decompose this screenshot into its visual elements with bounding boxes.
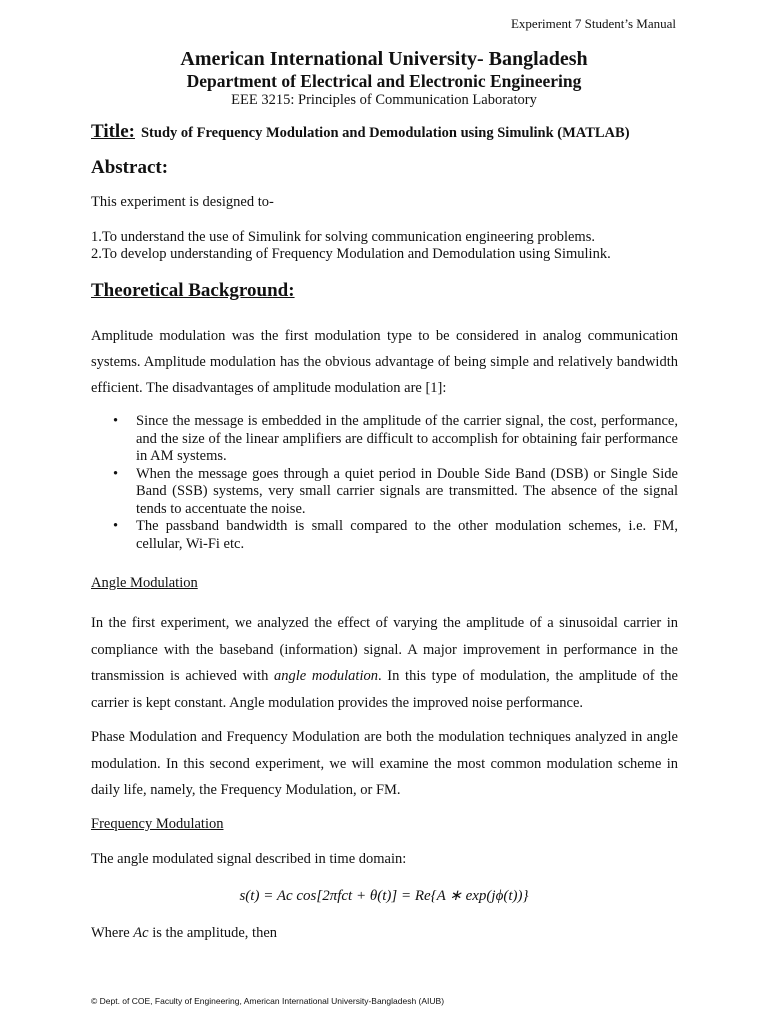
header-note: Experiment 7 Student’s Manual — [510, 16, 676, 31]
where-line — [91, 925, 678, 942]
abstract-intro: This experiment is designed to- — [91, 194, 274, 210]
list-item-text: Since the message is embedded in the amplitude of the carrier signal, the cost, performance, and the size of the linear amplifiers are difficult to accomplish for obtaining fair performance in AM systems. — [136, 413, 678, 464]
angle-modulation-paragraph-1 — [91, 610, 678, 716]
list-item-text: The passband bandwidth is small compared to the other modulation schemes, i.e. FM, cellular, Wi-Fi etc. — [136, 518, 678, 552]
angle-modulation-heading: Angle Modulation — [91, 575, 198, 591]
background-heading: Theoretical Background: — [91, 280, 295, 301]
bullet-icon: • — [113, 518, 119, 534]
fm-equation — [0, 886, 768, 905]
list-item-text: When the message goes through a quiet period in Double Side Band (DSB) or Single Side Band (SSB) systems, very small carrier signals are transmitted. The absence of the signal tends to accentuate the noise. — [136, 465, 678, 517]
objective-1: 1.To understand the use of Simulink for solving communication engineering problems. — [91, 229, 595, 245]
list-item — [91, 413, 678, 466]
amplitude-variable: Ac — [133, 925, 149, 941]
bullet-icon: • — [113, 413, 119, 429]
frequency-modulation-paragraph: The angle modulated signal described in time domain: — [91, 851, 407, 867]
angle-modulation-emphasis: angle modulation — [274, 668, 378, 684]
list-item — [91, 518, 678, 553]
abstract-heading: Abstract: — [91, 157, 169, 178]
department-name: Department of Electrical and Electronic Engineering — [186, 71, 582, 91]
list-item — [91, 466, 678, 519]
where-text-b: is the amplitude, then — [148, 925, 278, 941]
background-paragraph: Amplitude modulation was the first modulation type to be considered in analog communication systems. Amplitude modulation has the obvious advantage of being simple and relatively bandwidth efficient. The disadvantages of amplitude modulation are [1]: — [91, 328, 678, 396]
title-text: Study of Frequency Modulation and Demodulation using Simulink (MATLAB) — [140, 125, 630, 141]
frequency-modulation-heading: Frequency Modulation — [91, 816, 224, 832]
bullet-icon: • — [113, 465, 119, 482]
objective-2: 2.To develop understanding of Frequency Modulation and Demodulation using Simulink. — [91, 246, 611, 262]
angle-paragraph-text-b: . In this type of modulation, the amplitude of the carrier is kept constant. Angle modulation provides the improved noise performance. — [91, 668, 678, 711]
course-name: EEE 3215: Principles of Communication Laboratory — [231, 92, 537, 108]
where-text-a: Where — [91, 925, 134, 941]
university-name: American International University- Bangladesh — [180, 48, 588, 70]
title-label: Title: — [91, 121, 135, 142]
disadvantages-list — [91, 413, 678, 553]
angle-paragraph-text-a: In the first experiment, we analyzed the effect of varying the amplitude of a sinusoidal carrier in compliance with the baseband (information) signal. A major improvement in performance in the transmission is achieved with — [91, 615, 678, 684]
angle-modulation-paragraph-2: Phase Modulation and Frequency Modulation are both the modulation techniques analyzed in angle modulation. In this second experiment, we will examine the most common modulation scheme in daily life, namely, the Frequency Modulation, or FM. — [91, 729, 678, 798]
equation-text: s(t) = Ac cos[2πfct + θ(t)] = Re{A ∗ exp(jϕ(t))} — [239, 888, 529, 904]
footer-copyright: © Dept. of COE, Faculty of Engineering, American International University-Bangladesh (AIUB) — [91, 996, 445, 1006]
title-row — [91, 121, 630, 143]
